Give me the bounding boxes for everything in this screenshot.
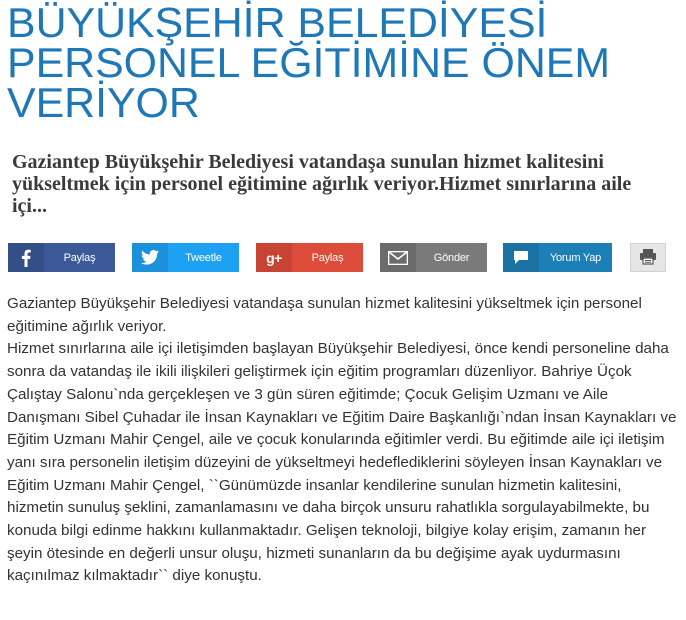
facebook-icon <box>8 243 44 272</box>
email-icon <box>380 243 416 272</box>
facebook-share-label: Paylaş <box>63 251 96 264</box>
share-bar <box>8 243 678 272</box>
google-plus-icon <box>256 243 292 272</box>
email-share-button[interactable] <box>380 243 487 272</box>
twitter-icon <box>132 243 168 272</box>
googleplus-share-button[interactable] <box>256 243 363 272</box>
article-title: BÜYÜKŞEHİR BELEDİYESİ PERSONEL EĞİTİMİNE ÖNEM VERİYOR <box>7 0 611 126</box>
article-summary: Gaziantep Büyükşehir Belediyesi vatandaşa sunulan hizmet kalitesini yükseltmek için personel eğitimine ağırlık veriyor.Hizmet sınırlarına aile içi... <box>12 151 632 217</box>
twitter-share-label: Tweetle <box>185 251 222 264</box>
comment-icon <box>503 243 539 272</box>
comment-label: Yorum Yap <box>549 251 602 264</box>
comment-button[interactable] <box>503 243 612 272</box>
facebook-share-button[interactable] <box>8 243 115 272</box>
print-button[interactable] <box>630 243 666 272</box>
article-body: Gaziantep Büyükşehir Belediyesi vatandaşa sunulan hizmet kalitesini yükseltmek için personel eğitimine ağırlık veriyor. Hizmet sınırlarına aile içi iletişimden başlayan Büyükşehir Belediyesi, önce kendi personeline daha sonra da vatandaş ile ikili ilişkileri geliştirmek için eğitim programları düzenliyor. Bahriye Üçok Çalıştay Salonu`nda gerçekleşen ve 3 gün süren eğitimde; Çocuk Gelişim Uzmanı ve Aile Danışmanı Sibel Çuhadar ile İnsan Kaynakları ve Eğitim Daire Başkanlığı`ndan İnsan Kaynakları ve Eğitim Uzmanı Mahir Çengel, aile ve çocuk konularında eğitimler verdi. Bu eğitimde aile içi iletişim yanı sıra personelin iletişim düzeyini de yükseltmeyi hedeflediklerini söyleyen İnsan Kaynakları ve Eğitim Uzmanı Mahir Çengel, ``Günümüzde insanlar kendilerine sunulan hizmetin kalitesini, hizmetin sunuluş şeklini, zamanlamasını ve daha birçok unsuru rahatlıkla sorgulayabilmekte, bu konuda bilgi edinme hakkını kullanmaktadır. Gelişen teknoloji, bilgiye kolay erişim, zamanın her şeyin ötesinde en değerli unsur oluşu, hizmeti sunanların da bu değişime ayak uydurmasını kaçınılmaz kılmaktadır`` diye konuştu. <box>7 295 677 585</box>
google-plus-icon-text: g+ <box>266 249 282 266</box>
googleplus-share-label: Paylaş <box>311 251 344 264</box>
print-icon <box>639 248 657 268</box>
email-share-label: Gönder <box>433 251 470 264</box>
twitter-share-button[interactable] <box>132 243 239 272</box>
